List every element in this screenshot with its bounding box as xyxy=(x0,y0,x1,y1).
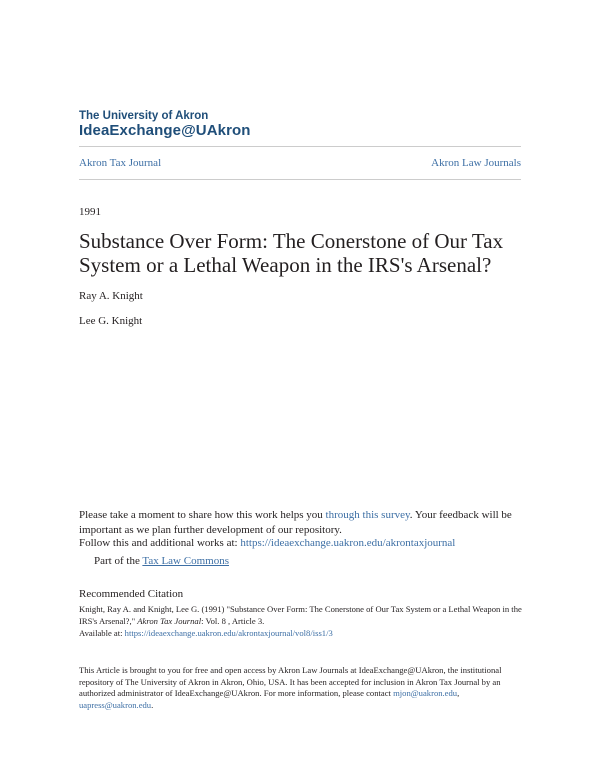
available-line xyxy=(79,628,524,640)
repository-name[interactable]: IdeaExchange@UAkron xyxy=(79,122,251,139)
survey-text-before: Please take a moment to share how this work helps you xyxy=(79,509,326,521)
collection-link[interactable]: Akron Law Journals xyxy=(431,157,521,169)
email-separator: , xyxy=(457,688,460,698)
header-divider-top xyxy=(79,146,521,147)
citation-journal: Akron Tax Journal xyxy=(137,615,202,626)
citation-heading: Recommended Citation xyxy=(79,588,184,600)
article-title: Substance Over Form: The Conerstone of Our Tax System or a Lethal Weapon in the IRS's Arsenal? xyxy=(79,229,504,277)
citation-text-before: Knight, Ray A. and Knight, Lee G. (1991) "Substance Over Form: The Conerstone of Our Tax System or a Lethal Weapon in the IRS's Arsenal?," xyxy=(79,604,522,626)
footer-notice xyxy=(79,665,524,711)
university-name: The University of Akron xyxy=(79,110,209,122)
email-uapress-link[interactable]: uapress@uakron.edu xyxy=(79,699,152,710)
follow-url-link[interactable]: https://ideaexchange.uakron.edu/akrontaxjournal xyxy=(240,537,456,549)
tax-law-commons-link[interactable]: Tax Law Commons xyxy=(142,555,229,567)
journal-link[interactable]: Akron Tax Journal xyxy=(79,157,162,169)
footer-text: This Article is brought to you for free and open access by Akron Law Journals at IdeaExchange@UAkron, the institutional repository of The University of Akron in Akron, Ohio, USA. It has been accepted for inclusion in Akron Tax Journal by an authorized administrator of IdeaExchange@UAkron. For more information, please contact xyxy=(79,665,502,698)
citation-text xyxy=(79,604,524,627)
article-url-link[interactable]: https://ideaexchange.uakron.edu/akrontaxjournal/vol8/iss1/3 xyxy=(124,628,333,638)
survey-text-after: . Your feedback will be important as we plan further development of our repository. xyxy=(79,509,512,536)
email-mjon-link[interactable]: mjon@uakron.edu xyxy=(393,688,458,698)
follow-label: Follow this and additional works at: xyxy=(79,537,241,549)
part-of-line xyxy=(94,554,524,569)
header-divider-bottom xyxy=(79,179,521,180)
author-2: Lee G. Knight xyxy=(79,315,143,327)
part-of-label: Part of the xyxy=(94,555,143,567)
survey-notice xyxy=(79,508,524,538)
survey-link[interactable]: through this survey xyxy=(325,509,410,521)
footer-end: . xyxy=(151,699,154,710)
follow-line xyxy=(79,536,524,551)
publication-year: 1991 xyxy=(79,206,101,218)
author-1: Ray A. Knight xyxy=(79,290,143,302)
citation-text-after: : Vol. 8 , Article 3. xyxy=(201,615,265,626)
available-label: Available at: xyxy=(79,628,125,638)
